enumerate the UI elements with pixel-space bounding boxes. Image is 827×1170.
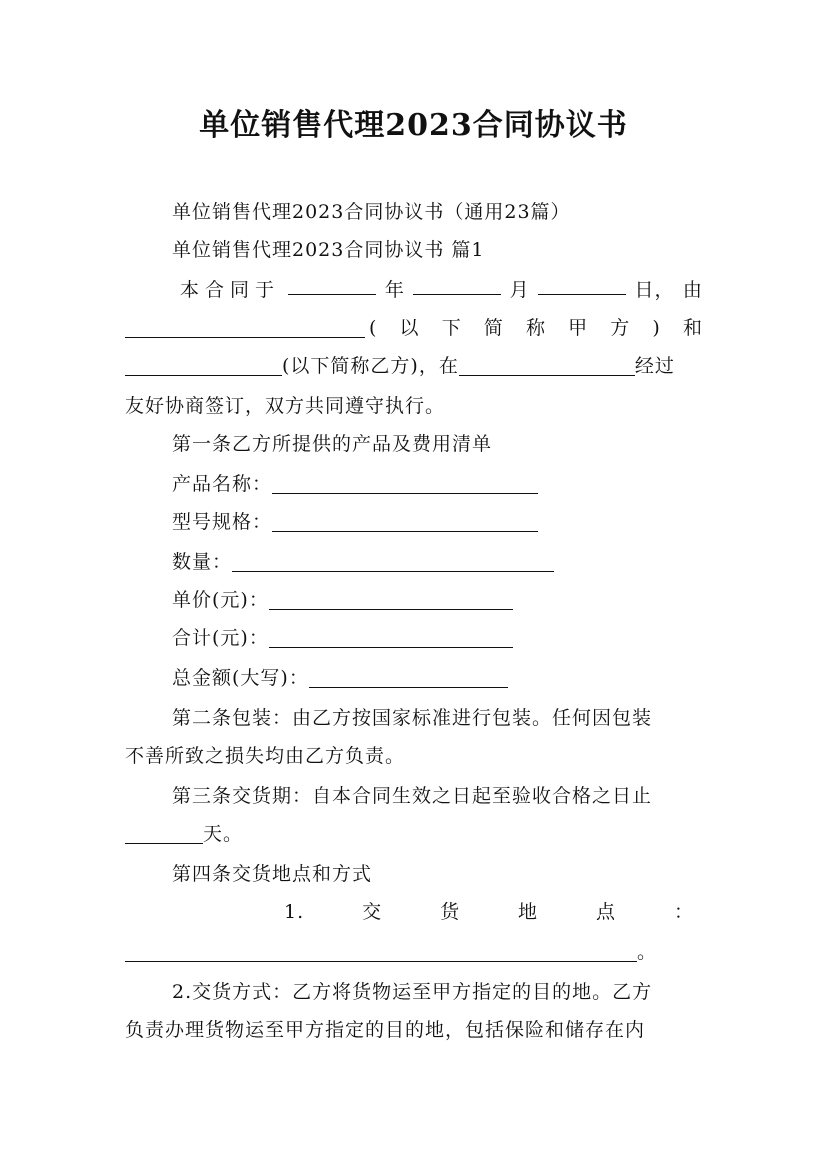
field-model-spec: 型号规格： <box>172 508 703 536</box>
article-1-title: 第一条乙方所提供的产品及费用清单 <box>172 433 493 455</box>
blank-model-spec <box>272 513 538 532</box>
intro-line-3 <box>125 352 703 380</box>
blank-quantity <box>232 553 554 572</box>
article-2-line-1: 第二条包装：由乙方按国家标准进行包装。任何因包装 <box>172 707 653 729</box>
article-3-line-1: 第三条交货期：自本合同生效之日起至验收合格之日止 <box>172 785 653 807</box>
blank-delivery-place <box>125 943 637 962</box>
blank-product-name <box>272 475 538 494</box>
delivery-place-line: 。 <box>125 938 703 966</box>
blank-unit-price <box>269 591 513 610</box>
intro-day: 日， <box>634 279 675 301</box>
field-unit-price: 单价(元)： <box>172 586 703 614</box>
blank-party-a <box>125 319 365 338</box>
delivery-method-line-1: 2.交货方式：乙方将货物运至甲方指定的目的地。乙方 <box>172 981 653 1003</box>
article-3-line-2: 天。 <box>125 820 703 848</box>
blank-delivery-days <box>125 825 203 844</box>
intro-line-4: 友好协商签订，双方共同遵守执行。 <box>125 395 446 417</box>
article-4-title: 第四条交货地点和方式 <box>172 863 373 885</box>
intro-text-date-prefix: 本合同于 <box>180 279 281 301</box>
intro-line-2 <box>125 314 703 342</box>
blank-subtotal <box>269 629 513 648</box>
article-2-line-2: 不善所致之损失均由乙方负责。 <box>125 745 406 767</box>
field-quantity: 数量： <box>172 548 703 576</box>
intro-party-a-label: ( 以 下 简 称 甲 方 ) 和 <box>369 317 703 339</box>
intro-line-1 <box>180 276 703 304</box>
delivery-method-line-2: 负责办理货物运至甲方指定的目的地，包括保险和储存在内 <box>125 1019 646 1041</box>
intro-by: 由 <box>682 279 703 301</box>
field-total-words: 总金额(大写)： <box>172 664 703 692</box>
blank-year <box>288 276 376 295</box>
blank-place <box>459 357 635 376</box>
blank-party-b <box>125 357 282 376</box>
blank-month <box>413 276 501 295</box>
part-title: 单位销售代理2023合同协议书 篇1 <box>172 239 485 261</box>
document-title: 单位销售代理2023合同协议书 <box>199 108 628 143</box>
blank-day <box>538 276 626 295</box>
blank-total-words <box>309 669 508 688</box>
delivery-place-label: 1. 交 货 地 点 ： <box>284 901 694 923</box>
intro-month: 月 <box>509 279 530 301</box>
intro-party-b-label: (以下简称乙方)，在 <box>282 355 459 377</box>
subtitle: 单位销售代理2023合同协议书（通用23篇） <box>172 201 571 223</box>
field-product-name: 产品名称： <box>172 470 703 498</box>
intro-after: 经过 <box>634 355 675 377</box>
intro-year: 年 <box>384 279 405 301</box>
field-subtotal: 合计(元)： <box>172 624 703 652</box>
